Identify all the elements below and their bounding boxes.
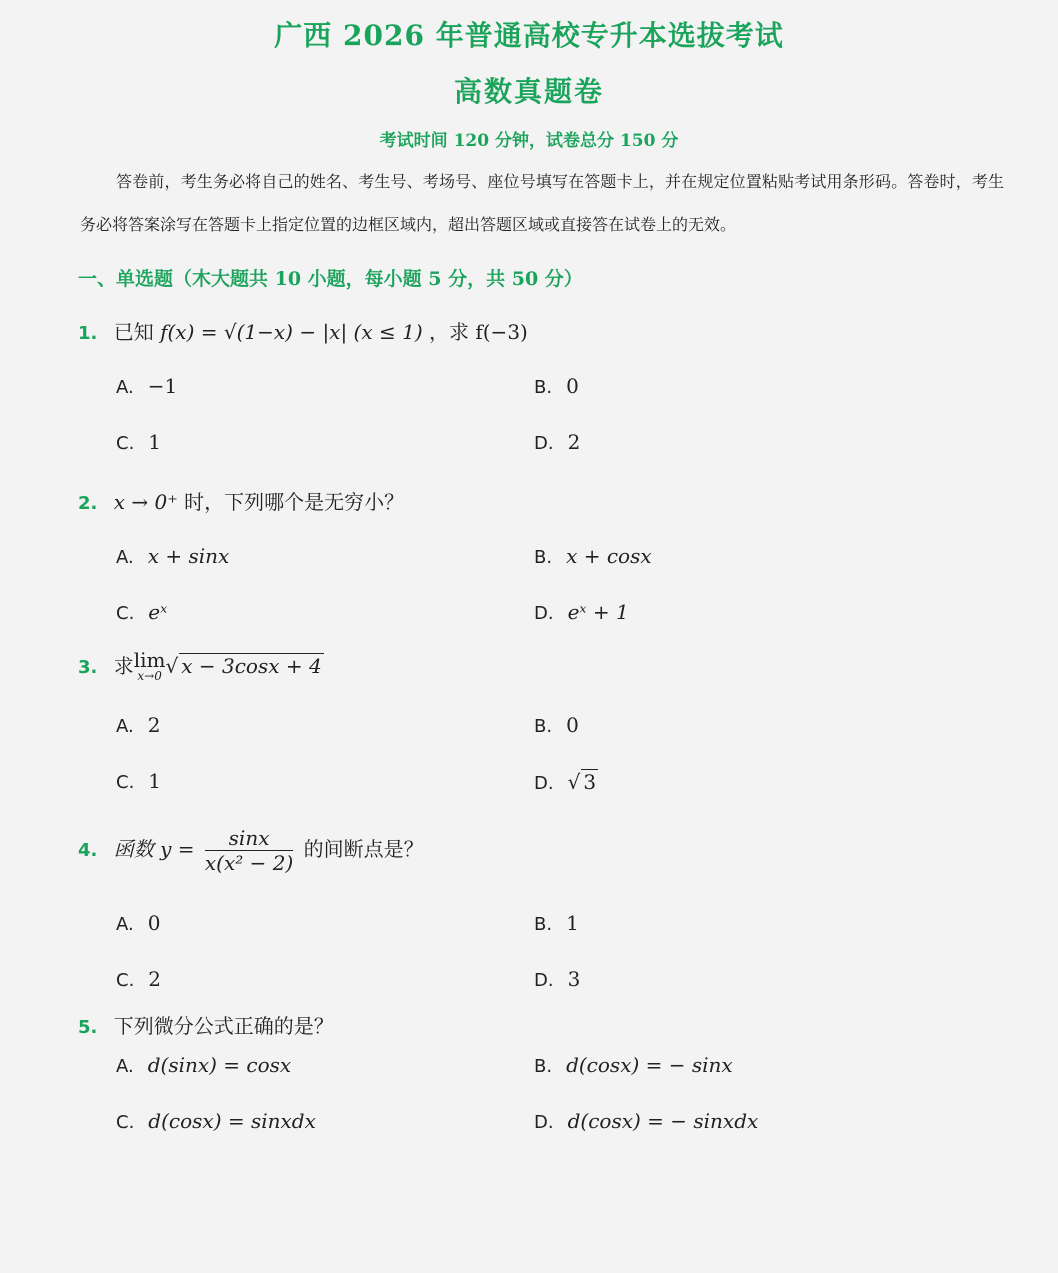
option-value: eˣ <box>148 600 168 624</box>
option-1b[interactable] <box>534 374 579 398</box>
option-label: A. <box>116 914 134 935</box>
option-value: eˣ + 1 <box>567 600 629 624</box>
instructions-text: 答卷前，考生务必将自己的姓名、考生号、考场号、座位号填写在答题卡上，并在规定位置粘贴考试用条形码。答卷时，考生务必将答案涂写在答题卡上指定位置的边框区域内，超出答题区域或直接答在试卷上的无效。 <box>80 172 1004 234</box>
option-label: C. <box>116 603 135 624</box>
option-1a[interactable] <box>116 374 177 398</box>
question-stem-pre: 求 <box>113 654 134 678</box>
option-3a[interactable] <box>116 713 160 737</box>
question-1 <box>78 316 528 345</box>
option-value: d(sinx) = cosx <box>147 1053 292 1077</box>
limit-operator <box>133 647 166 684</box>
question-stem-post: 的间断点是？ <box>303 837 424 861</box>
option-1d[interactable] <box>534 430 580 454</box>
option-5c[interactable] <box>116 1109 316 1133</box>
option-value: 3 <box>567 967 581 991</box>
option-value: 2 <box>148 967 162 991</box>
option-value: x + sinx <box>147 544 230 568</box>
question-stem-pre: 已知 <box>113 320 154 344</box>
option-value: 2 <box>567 430 581 454</box>
limit-subscript: x→0 <box>137 668 162 683</box>
exam-subtitle: 高数真题卷 <box>453 75 604 108</box>
option-3d[interactable]: D. √ 3 <box>534 770 597 794</box>
option-4b[interactable] <box>534 911 579 935</box>
option-5b[interactable] <box>534 1053 733 1077</box>
option-value: 0 <box>147 911 161 935</box>
option-value: x + cosx <box>566 544 652 568</box>
question-stem-pre: 函数 y = <box>113 837 195 861</box>
option-5a[interactable] <box>116 1053 291 1077</box>
option-3b[interactable] <box>534 713 579 737</box>
option-value: 0 <box>566 713 579 737</box>
question-number: 5. <box>78 1017 98 1038</box>
option-1c[interactable] <box>116 430 161 454</box>
option-label: B. <box>534 377 553 398</box>
option-2c[interactable] <box>116 600 167 624</box>
option-label: D. <box>534 1112 554 1133</box>
option-value: −1 <box>147 374 178 398</box>
option-label: A. <box>116 716 134 737</box>
option-value: d(cosx) = − sinx <box>566 1053 733 1077</box>
option-label: C. <box>116 970 135 991</box>
question-2 <box>78 486 404 515</box>
option-label: B. <box>534 716 553 737</box>
option-label: C. <box>116 772 135 793</box>
question-number: 1. <box>78 323 98 344</box>
question-3: 3. 求lim x→0 √ x − 3cosx + 4 <box>78 647 322 683</box>
option-3c[interactable] <box>116 769 161 793</box>
option-2b[interactable] <box>534 544 652 568</box>
option-value: 1 <box>148 430 162 454</box>
option-value: 1 <box>566 911 579 935</box>
option-label: D. <box>534 603 554 624</box>
option-label: B. <box>534 1056 553 1077</box>
option-label: D. <box>534 433 554 454</box>
option-value: 1 <box>148 769 162 793</box>
exam-info: 考试时间 120 分钟，试卷总分 150 分 <box>379 131 679 151</box>
option-value: 3 <box>583 770 597 794</box>
sqrt-content: x − 3cosx + 4 <box>181 654 322 678</box>
fraction-numerator: sinx <box>205 826 293 851</box>
question-4 <box>78 826 424 875</box>
option-label: A. <box>116 547 134 568</box>
option-4a[interactable] <box>116 911 160 935</box>
fraction <box>205 826 293 875</box>
question-stem-pre: 下列微分公式正确的是？ <box>113 1014 334 1038</box>
question-stem-math: x → 0⁺ <box>113 490 178 514</box>
option-value: 0 <box>566 374 579 398</box>
question-number: 2. <box>78 493 98 514</box>
option-value: 2 <box>147 713 161 737</box>
fraction-denominator: x(x² − 2) <box>204 851 294 875</box>
option-label: C. <box>116 433 135 454</box>
option-2d[interactable] <box>534 600 629 624</box>
option-label: D. <box>534 970 554 991</box>
exam-title: 广西 2026 年普通高校专升本选拔考试 <box>274 19 784 52</box>
option-4d[interactable] <box>534 967 580 991</box>
question-number: 4. <box>78 840 98 861</box>
option-2a[interactable] <box>116 544 229 568</box>
instructions <box>80 160 1004 246</box>
question-stem-post: ，求 f(−3) <box>429 320 528 344</box>
question-stem-post: 时，下列哪个是无穷小？ <box>184 490 405 514</box>
option-label: A. <box>116 377 134 398</box>
question-5 <box>78 1010 334 1039</box>
option-label: C. <box>116 1112 135 1133</box>
option-value: d(cosx) = − sinxdx <box>567 1109 759 1133</box>
option-label: D. <box>534 773 554 794</box>
option-5d[interactable] <box>534 1109 758 1133</box>
option-label: B. <box>534 914 553 935</box>
limit-word: lim <box>133 647 166 672</box>
option-4c[interactable] <box>116 967 161 991</box>
option-label: A. <box>116 1056 134 1077</box>
option-value: d(cosx) = sinxdx <box>148 1109 316 1133</box>
section-title: 一、单选题（木大题共 10 小题，每小题 5 分，共 50 分） <box>78 268 583 290</box>
question-number: 3. <box>78 657 98 678</box>
option-label: B. <box>534 547 553 568</box>
question-stem-math: f(x) = √(1−x) − |x| (x ≤ 1) <box>160 320 423 344</box>
